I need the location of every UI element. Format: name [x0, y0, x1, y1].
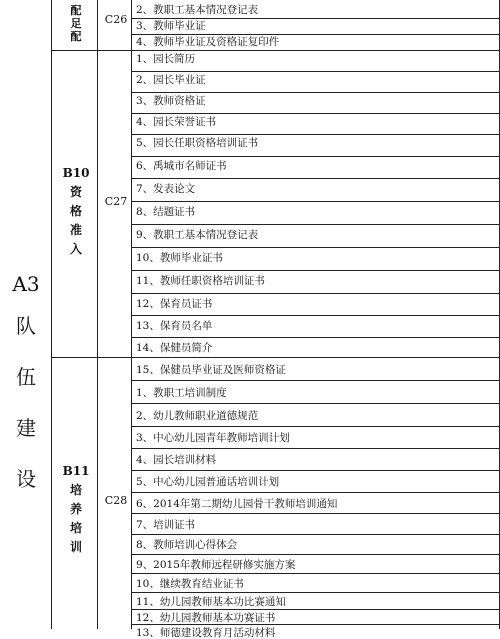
row-separator: [131, 426, 500, 427]
list-item: 15、保健员毕业证及医师资格证: [136, 364, 286, 376]
grid-line: [51, 0, 52, 629]
list-item: 4、园长荣誉证书: [136, 116, 217, 128]
row-separator: [131, 448, 500, 449]
row-separator: [131, 113, 500, 114]
list-item: 2、教职工基本情况登记表: [136, 4, 259, 16]
grid-line: [97, 0, 98, 629]
b-prev-char: 配: [70, 4, 82, 17]
row-separator: [131, 592, 500, 593]
row-separator: [131, 18, 500, 19]
list-item: 3、教师资格证: [136, 95, 206, 107]
group-separator: [51, 357, 500, 358]
list-item: 8、结题证书: [136, 206, 196, 218]
list-item: 5、中心幼儿园普通话培训计划: [136, 476, 280, 488]
row-separator: [131, 247, 500, 248]
list-item: 3、教师毕业证: [136, 20, 206, 32]
group-separator: [51, 50, 500, 51]
row-separator: [131, 34, 500, 35]
list-item: 1、园长简历: [136, 53, 196, 65]
row-separator: [131, 201, 500, 202]
list-item: 2、幼儿教师职业道德规范: [136, 410, 259, 422]
b-prev-char: 足: [70, 17, 82, 30]
b11-char: 培: [69, 483, 82, 497]
row-separator: [131, 513, 500, 514]
c28-code: C28: [104, 494, 128, 507]
a3-char: 伍: [16, 365, 36, 389]
b10-label: [56, 164, 96, 259]
row-separator: [131, 403, 500, 404]
b10-char: 准: [69, 223, 82, 237]
list-item: 12、保育员证书: [136, 298, 213, 310]
row-separator: [131, 624, 500, 625]
row-separator: [131, 573, 500, 574]
a3-code: A3: [12, 272, 40, 296]
a3-char: 建: [16, 416, 36, 440]
b-prev-char: 配: [70, 30, 82, 43]
row-separator: [131, 315, 500, 316]
list-item: 4、园长培训材料: [136, 454, 217, 466]
list-item: 5、园长任职资格培训证书: [136, 137, 259, 149]
b11-label: [56, 462, 96, 557]
row-separator: [131, 178, 500, 179]
row-separator: [131, 71, 500, 72]
b11-char: 培: [69, 521, 82, 535]
b10-char: 资: [69, 185, 82, 199]
list-item: 11、幼儿园教师基本功比赛通知: [136, 596, 286, 608]
list-item: 3、中心幼儿园青年教师培训计划: [136, 432, 290, 444]
list-item: 10、继续教育结业证书: [136, 578, 244, 590]
list-item: 13、保育员名单: [136, 320, 213, 332]
row-separator: [131, 534, 500, 535]
list-item: 6、2014年第二期幼儿园骨干教师培训通知: [136, 498, 338, 510]
list-item: 11、教师任职资格培训证书: [136, 275, 265, 287]
row-separator: [131, 470, 500, 471]
a3-char: 队: [16, 314, 36, 338]
list-item: 13、师德建设教育月活动材料: [136, 627, 276, 639]
row-separator: [131, 554, 500, 555]
list-item: 1、教职工培训制度: [136, 387, 227, 399]
b10-code: B10: [62, 166, 90, 180]
row-separator: [131, 492, 500, 493]
row-separator: [131, 134, 500, 135]
list-item: 10、教师毕业证书: [136, 252, 223, 264]
b11-code: B11: [62, 464, 90, 478]
list-item: 14、保健员简介: [136, 342, 213, 354]
list-item: 9、教职工基本情况登记表: [136, 229, 259, 241]
row-separator: [131, 156, 500, 157]
a3-char: 设: [16, 467, 36, 491]
row-separator: [131, 293, 500, 294]
b11-char: 训: [69, 540, 82, 554]
row-separator: [131, 337, 500, 338]
list-item: 9、2015年教师远程研修实施方案: [136, 559, 296, 571]
c27-code: C27: [104, 195, 128, 208]
list-item: 4、教师毕业证及资格证复印件: [136, 36, 280, 48]
row-separator: [131, 609, 500, 610]
row-separator: [131, 92, 500, 93]
b10-char: 格: [69, 204, 82, 218]
list-item: 7、发表论文: [136, 183, 196, 195]
list-item: 7、培训证书: [136, 519, 196, 531]
list-item: 2、园长毕业证: [136, 74, 206, 86]
b11-char: 养: [69, 502, 82, 516]
list-item: 6、禹城市名师证书: [136, 160, 227, 172]
b-prev-label: [56, 4, 96, 43]
list-item: 12、幼儿园教师基本功赛证书: [136, 612, 276, 624]
row-separator: [131, 270, 500, 271]
row-separator: [131, 224, 500, 225]
row-separator: [131, 380, 500, 381]
a3-label: [0, 272, 52, 492]
b10-char: 入: [69, 242, 82, 256]
c26-code: C26: [104, 13, 128, 26]
list-item: 8、教师培训心得体会: [136, 539, 238, 551]
